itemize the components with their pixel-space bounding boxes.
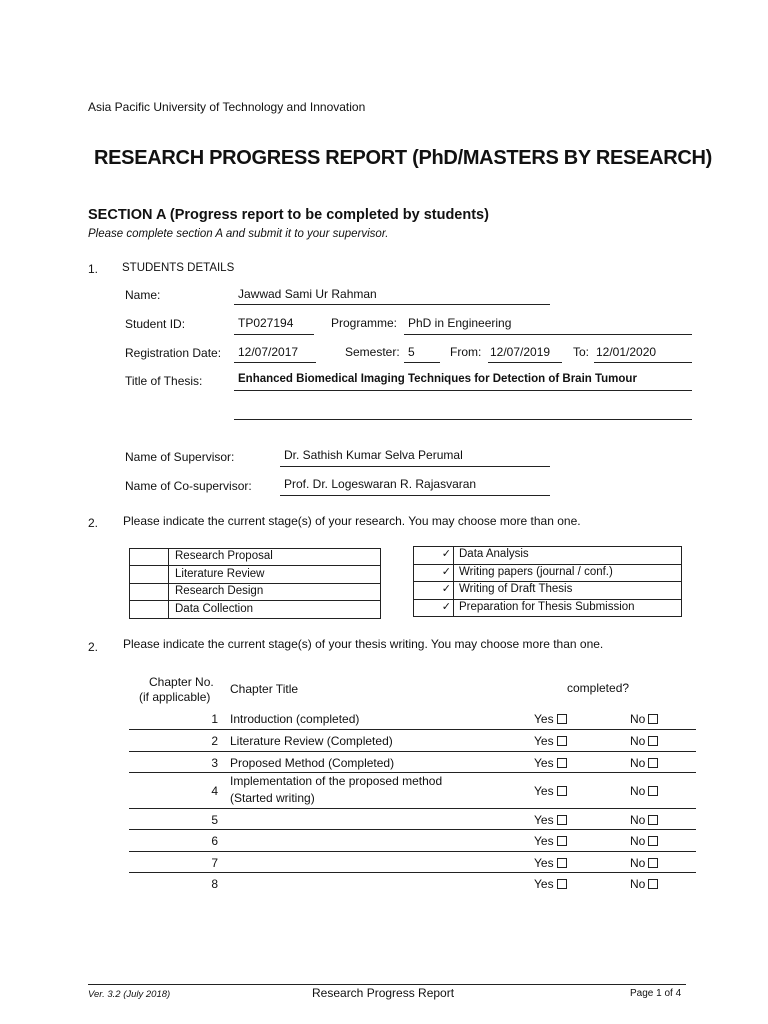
yes-option[interactable]	[534, 856, 567, 870]
chapter-title: Implementation of the proposed method	[230, 774, 443, 788]
no-option[interactable]	[630, 856, 658, 870]
table-row-line	[129, 772, 696, 773]
research-stage-question: Please indicate the current stage(s) of your research. You may choose more than one.	[123, 514, 581, 528]
yes-label: Yes	[534, 812, 554, 827]
no-checkbox[interactable]	[648, 815, 658, 825]
thesis-title: Enhanced Biomedical Imaging Techniques for Detection of Brain Tumour	[238, 373, 637, 385]
chapter-number: 2	[211, 734, 218, 748]
cosupervisor-name: Prof. Dr. Logeswaran R. Rajasvaran	[284, 477, 477, 491]
check-mark-icon[interactable]: ✓	[441, 601, 451, 613]
yes-checkbox[interactable]	[557, 879, 567, 889]
chapter-title-continued: (Started writing)	[230, 791, 315, 805]
no-label: No	[630, 784, 646, 798]
semester-underline	[404, 362, 440, 363]
yes-option[interactable]	[534, 756, 567, 770]
footer-doc-name: Research Progress Report	[312, 986, 455, 1000]
section-note: Please complete section A and submit it to your supervisor.	[88, 228, 389, 240]
from-label: From:	[450, 345, 482, 359]
footer-page: Page 1 of 4	[630, 988, 682, 999]
stage-label: Literature Review	[175, 568, 265, 580]
stage-label: Writing of Draft Thesis	[459, 583, 573, 595]
thesis-label: Title of Thesis:	[125, 374, 203, 388]
yes-option[interactable]	[534, 734, 567, 748]
yes-checkbox[interactable]	[557, 758, 567, 768]
col-chapter-no: Chapter No.	[149, 675, 214, 689]
no-checkbox[interactable]	[648, 836, 658, 846]
cosupervisor-underline	[280, 495, 550, 496]
yes-checkbox[interactable]	[557, 815, 567, 825]
yes-option[interactable]	[534, 813, 567, 827]
no-label: No	[630, 812, 646, 827]
yes-label: Yes	[534, 734, 554, 748]
stage-label: Writing papers (journal / conf.)	[459, 566, 613, 578]
no-checkbox[interactable]	[648, 714, 658, 724]
programme-label: Programme:	[331, 316, 398, 330]
table-row-line	[129, 729, 696, 730]
section-title: SECTION A (Progress report to be completed by students)	[88, 207, 489, 223]
yes-checkbox[interactable]	[557, 836, 567, 846]
item-number: 2.	[88, 640, 99, 654]
no-label: No	[630, 855, 646, 870]
yes-option[interactable]	[534, 712, 567, 726]
no-label: No	[630, 712, 646, 726]
programme-underline	[404, 334, 692, 335]
supervisor-underline	[280, 466, 550, 467]
no-checkbox[interactable]	[648, 879, 658, 889]
yes-option[interactable]	[534, 834, 567, 848]
chapter-number: 8	[211, 877, 218, 891]
yes-label: Yes	[534, 877, 554, 891]
no-label: No	[630, 755, 646, 770]
stage-label: Data Collection	[175, 603, 253, 615]
programme: PhD in Engineering	[408, 316, 512, 330]
no-checkbox[interactable]	[648, 736, 658, 746]
name-label: Name:	[125, 288, 161, 302]
chapter-number: 1	[211, 712, 218, 726]
stage-label: Data Analysis	[459, 548, 529, 560]
id-underline	[234, 334, 314, 335]
yes-label: Yes	[534, 784, 554, 798]
to-label: To:	[573, 345, 590, 359]
stage-checkbox-research-design[interactable]	[129, 583, 168, 601]
yes-label: Yes	[534, 834, 554, 848]
chapter-number: 5	[211, 812, 218, 827]
student-id: TP027194	[238, 316, 294, 330]
yes-option[interactable]	[534, 877, 567, 891]
yes-checkbox[interactable]	[557, 714, 567, 724]
yes-label: Yes	[534, 755, 554, 770]
no-option[interactable]	[630, 834, 658, 848]
name-underline	[234, 304, 550, 305]
stage-label: Research Design	[175, 585, 264, 597]
no-option[interactable]	[630, 813, 658, 827]
institution-name: Asia Pacific University of Technology and Innovation	[88, 100, 366, 114]
chapter-title: Literature Review (Completed)	[230, 734, 393, 748]
chapter-number: 4	[211, 784, 218, 798]
registration-label: Registration Date:	[125, 346, 222, 360]
from-date: 12/07/2019	[490, 345, 551, 359]
chapter-title: Introduction (completed)	[230, 712, 360, 726]
from-underline	[488, 362, 562, 363]
yes-label: Yes	[534, 712, 554, 726]
thesis-underline-1	[234, 390, 692, 391]
to-underline	[594, 362, 692, 363]
check-mark-icon[interactable]: ✓	[441, 566, 451, 578]
no-option[interactable]	[630, 877, 658, 891]
item-number: 2.	[88, 516, 99, 530]
thesis-stage-question: Please indicate the current stage(s) of your thesis writing. You may choose more than one.	[123, 637, 604, 651]
cosupervisor-label: Name of Co-supervisor:	[125, 479, 252, 493]
no-option[interactable]	[630, 712, 658, 726]
item-number: 1.	[88, 262, 99, 276]
no-label: No	[630, 834, 646, 848]
no-option[interactable]	[630, 756, 658, 770]
stage-checkbox-research-proposal[interactable]	[129, 548, 168, 566]
footer-version: Ver. 3.2 (July 2018)	[88, 989, 171, 1000]
student-name: Jawwad Sami Ur Rahman	[238, 287, 377, 301]
chapter-number: 7	[211, 855, 218, 870]
supervisor-label: Name of Supervisor:	[125, 450, 235, 464]
chapter-number: 3	[211, 755, 218, 770]
col-chapter-title: Chapter Title	[230, 682, 299, 696]
to-date: 12/01/2020	[596, 345, 657, 359]
yes-checkbox[interactable]	[557, 858, 567, 868]
col-completed: completed?	[567, 681, 630, 695]
yes-label: Yes	[534, 855, 554, 870]
thesis-underline-2	[234, 419, 692, 420]
footer-rule	[88, 984, 686, 985]
no-label: No	[630, 734, 646, 748]
reg-underline	[234, 362, 316, 363]
report-title: RESEARCH PROGRESS REPORT (PhD/MASTERS BY RESEARCH)	[94, 147, 713, 169]
table-row-line	[129, 851, 696, 852]
table-row-line	[129, 751, 696, 752]
check-mark-icon[interactable]: ✓	[441, 548, 451, 560]
yes-checkbox[interactable]	[557, 736, 567, 746]
chapter-title: Proposed Method (Completed)	[230, 755, 395, 770]
chapter-number: 6	[211, 834, 218, 848]
stage-label: Preparation for Thesis Submission	[459, 601, 635, 613]
check-mark-icon[interactable]: ✓	[441, 583, 451, 595]
no-checkbox[interactable]	[648, 758, 658, 768]
student-id-label: Student ID:	[125, 317, 186, 331]
registration-date: 12/07/2017	[238, 345, 299, 359]
table-row-line	[129, 808, 696, 809]
student-details-heading: STUDENTS DETAILS	[122, 262, 235, 274]
table-row-line	[129, 872, 696, 873]
stage-label: Research Proposal	[175, 550, 273, 562]
stage-checkbox-data-collection[interactable]	[129, 601, 168, 619]
supervisor-name: Dr. Sathish Kumar Selva Perumal	[284, 448, 463, 462]
no-checkbox[interactable]	[648, 858, 658, 868]
semester: 5	[408, 345, 415, 359]
no-option[interactable]	[630, 734, 658, 748]
yes-option[interactable]	[534, 784, 567, 798]
no-label: No	[630, 877, 646, 891]
table-row-line	[129, 829, 696, 830]
no-checkbox[interactable]	[648, 786, 658, 796]
semester-label: Semester:	[345, 345, 400, 359]
col-chapter-no-sub: (if applicable)	[139, 690, 211, 704]
no-option[interactable]	[630, 784, 658, 798]
stage-checkbox-literature-review[interactable]	[129, 566, 168, 584]
yes-checkbox[interactable]	[557, 786, 567, 796]
